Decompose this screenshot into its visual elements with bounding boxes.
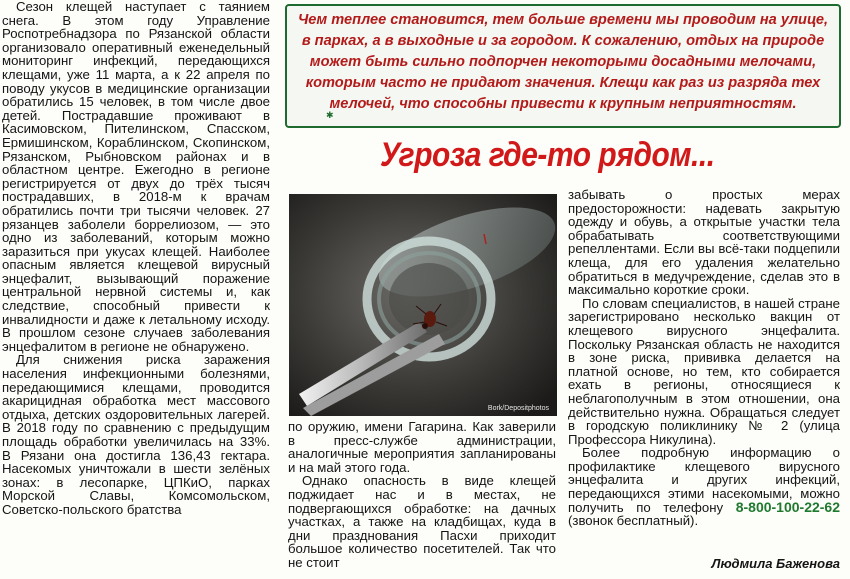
lead-box <box>285 4 841 128</box>
author-signature: Людмила Баженова <box>711 556 840 571</box>
paragraph-text: Более подробную информацию о профилактике клещевого вирусного энцефалита и других инфекций, передающихся этими насекомыми, можно получить по телефону <box>568 445 840 515</box>
photo-credit: Bork/Depositphotos <box>487 405 549 412</box>
article-column-left <box>2 0 270 517</box>
lead-text: Чем теплее становится, тем больше времени мы проводим на улице, в парках, а в выходные и за городом. К сожалению, отдых на природе может быть сильно подпорчен некоторыми досадными мелочами, которым часто не придают значения. Клещи как раз из разряда тех мелочей, что способны привести к крупным неприятностям. <box>297 12 829 112</box>
article-column-middle <box>288 420 556 570</box>
phone-number: 8-800-100-22-62 <box>735 498 840 515</box>
paragraph-tail: (звонок бесплатный). <box>568 513 699 529</box>
paragraph: Для снижения риска заражения населения инфекционными болезнями, передающимися клещами, проводится акарицидная обработка мест массового отдыха, детских оздоровительных лагерей. В 2018 году по сравнению с предыдущим площадь обработки увеличилась на 33%. В Рязани она достигла 136,43 гектара. Насекомых уничтожали в шести зелёных зонах: в лесопарке, ЦПКиО, парках Морской Славы, Комсомольском, Советско-польского братства <box>2 352 270 517</box>
star-icon: ✱ <box>326 110 334 120</box>
paragraph: Сезон клещей наступает с таянием снега. В этом году Управление Роспотребнадзора по Рязанской области организовало оперативный еженедельный мониторинг инфекций, передающихся клещами, уже 11 марта, а к 22 апреля по поводу укусов в медицинские организации обратились 15 человек, в том числе двое детей. Пострадавшие проживают в Касимовском, Пителинском, Спасском, Ермишинском, Кораблинском, Скопинском, Рязанском, Рыбновском районах и в областном центре. Ежегодно в регионе регистрируется от двух до трёх тысяч пострадавших, в 2018-м к врачам обратились почти три тысячи человек. 27 рязанцев заболели боррелиозом, — это одно из заболеваний, которым можно заразиться при укусах клещей. Наиболее опасным является клещевой вирусный энцефалит, вызывающий поражение центральной нервной системы и, как следствие, способный привести к инвалидности и даже к летальному исходу. В прошлом сезоне случаев заболевания энцефалитом в регионе не обнаружено. <box>2 0 270 354</box>
paragraph: по оружию, имени Гагарина. Как заверили в пресс-службе администрации, аналогичные мероприятия запланированы и на май этого года. <box>288 419 556 475</box>
tick-tweezers-illustration <box>289 194 557 416</box>
headline: Угроза где-то рядом... <box>380 136 715 174</box>
paragraph: забывать о простых мерах предосторожности: надевать закрытую одежду и обувь, а открытые участки тела обрабатывать соответствующими репеллентами. Если вы всё-таки подцепили клеща, для его удаления желательно обратиться в медучреждение, сделав это в максимально короткие сроки. <box>568 187 840 298</box>
paragraph: Однако опасность в виде клещей поджидает нас и в местах, не подвергающихся обработке: на дачных участках, а также на кладбищах, куда в дни празднования Пасхи приходит большое количество посетителей. Так что не стоит <box>288 473 556 570</box>
tick-photo <box>289 194 557 416</box>
paragraph: По словам специалистов, в нашей стране зарегистрировано несколько вакцин от клещевого вирусного энцефалита. Поскольку Рязанская область не находится в зоне риска, прививка делается на платной основе, но тем, кто собирается ехать в регионы, относящиеся к неблагополучным в этом отношении, она действительно нужна. Обращаться следует в городскую поликлинику № 2 (улица Профессора Никулина). <box>568 295 840 447</box>
article-column-right <box>568 188 840 528</box>
paragraph <box>568 446 840 528</box>
